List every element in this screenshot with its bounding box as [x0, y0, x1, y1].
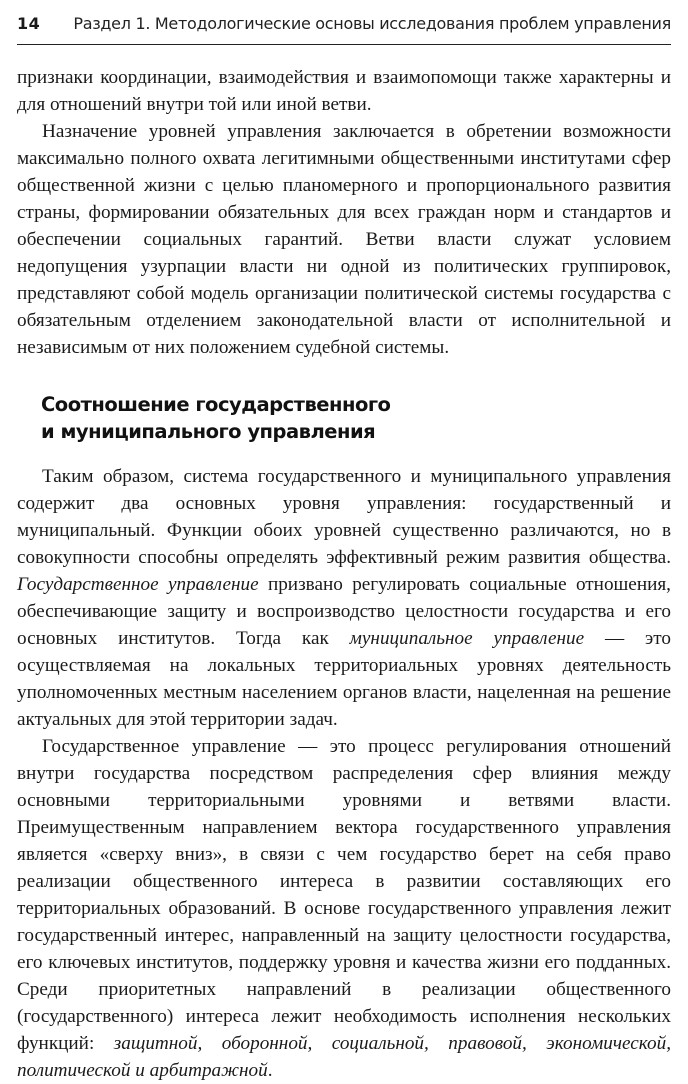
- text-run: Таким образом, система государственного и муниципального управления содержит два основных уровня управления: государственный и муниципальный. Функции обоих уровней существенно различаются, но в совокупности способны определять эффективный режим развития общества.: [17, 466, 671, 568]
- paragraph-state-management: [17, 733, 671, 1084]
- page-header: [17, 14, 671, 45]
- paragraph-continued: признаки координации, взаимодействия и взаимопомощи также характерны и для отношений внутри той или иной ветви.: [17, 67, 671, 115]
- page-number: 14: [17, 14, 41, 33]
- text-run: призвано регулировать социальные отношения, обеспечивающие защиту и воспроизводство целостности государства и его основных институтов. Тогда как: [17, 574, 671, 649]
- running-head: Раздел 1. Методологические основы исследования проблем управления: [73, 14, 671, 33]
- functions-list: защитной, оборонной, социальной, правовой, экономической, политической и арбитражной: [17, 1033, 671, 1081]
- paragraph-system-levels: [17, 463, 671, 733]
- term-municipal-management: муниципальное управление: [349, 628, 585, 649]
- text-run: — это осуществляемая на локальных территориальных уровнях деятельность уполномоченных местным населением органов власти, нацеленная на решение актуальных для этой территории задач.: [17, 628, 672, 730]
- section-heading: Соотношение государственного и муниципального управления: [41, 393, 391, 443]
- text-run: Государственное управление — это процесс регулирования отношений внутри государства посредством распределения сфер влияния между основными территориальными уровнями и ветвями власти. Преимущественным направлением вектора государственного управления является «сверху вниз», в связи с чем государство берет на себя право реализации общественного интереса в развитии составляющих его территориальных образований. В основе государственного управления лежит государственный интерес, направленный на защиту целостности государства, его ключевых институтов, поддержку уровня и качества жизни его подданных. Среди приоритетных направлений в реализации общественного (государственного) интереса лежит необходимость исполнения нескольких функций:: [17, 736, 671, 1054]
- term-state-management: Государственное управление: [17, 574, 259, 595]
- paragraph-levels-purpose: Назначение уровней управления заключается в обретении возможности максимально полного охвата легитимными общественными институтами сфер общественной жизни с целью планомерного и пропорционального развития страны, формировании обязательных для всех граждан норм и стандартов и обеспечении социальных гарантий. Ветви власти служат условием недопущения узурпации власти ни одной из политических группировок, представляют собой модель организации политической системы государства с обязательным отделением законодательной власти от исполнительной и независимым от них положением судебной системы.: [17, 121, 671, 358]
- page-body: [17, 64, 671, 1084]
- text-run: .: [267, 1060, 273, 1081]
